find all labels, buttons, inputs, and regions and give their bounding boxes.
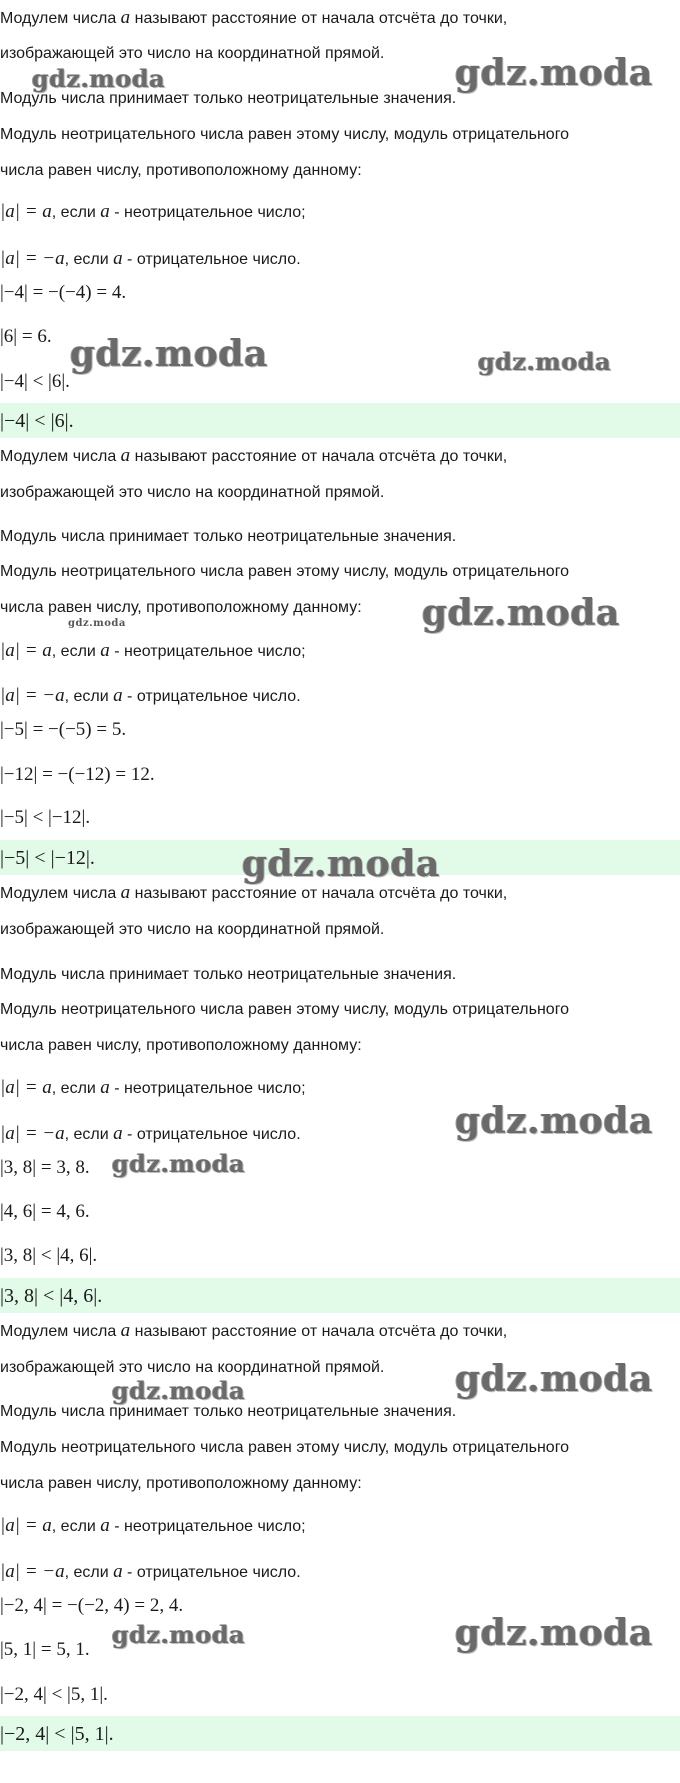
definition-line-2: изображающей это число на координатной прямой.	[0, 921, 385, 938]
watermark: gdz.moda	[455, 52, 653, 94]
definition-line-2: изображающей это число на координатной прямой.	[0, 1359, 385, 1376]
watermark: gdz.moda	[478, 347, 612, 376]
calc-line-1: |−4| = −(−4) = 4.	[0, 282, 127, 303]
rule-negative: |a| = −a, если a - отрицательное число.	[0, 1123, 301, 1144]
compare-line: |−2, 4| < |5, 1|.	[0, 1684, 108, 1705]
definition-line-3: Модуль числа принимает только неотрицательные значения.	[0, 90, 457, 107]
calc-line-2: |6| = 6.	[0, 326, 52, 347]
definition-line-4: Модуль неотрицательного числа равен этому числу, модуль отрицательного	[0, 1001, 570, 1018]
rule-negative: |a| = −a, если a - отрицательное число.	[0, 1561, 301, 1582]
definition-line-1: Модулем числа a называют расстояние от начала отсчёта до точки,	[0, 1320, 508, 1341]
calc-line-2: |−12| = −(−12) = 12.	[0, 764, 155, 785]
calc-line-1: |3, 8| = 3, 8.	[0, 1157, 90, 1178]
definition-line-1: Модулем числа a называют расстояние от начала отсчёта до точки,	[0, 7, 508, 28]
answer-line: |−2, 4| < |5, 1|.	[0, 1723, 114, 1745]
rule-positive: |a| = a, если a - неотрицательное число;	[0, 1515, 306, 1536]
definition-line-4: Модуль неотрицательного числа равен этому числу, модуль отрицательного	[0, 563, 570, 580]
rule-negative: |a| = −a, если a - отрицательное число.	[0, 685, 301, 706]
definition-line-5: числа равен числу, противоположному данному:	[0, 1037, 362, 1054]
answer-highlight	[0, 403, 680, 438]
calc-line-2: |4, 6| = 4, 6.	[0, 1201, 90, 1222]
rule-negative: |a| = −a, если a - отрицательное число.	[0, 248, 301, 269]
compare-line: |−5| < |−12|.	[0, 807, 91, 828]
definition-line-2: изображающей это число на координатной прямой.	[0, 45, 385, 62]
definition-line-4: Модуль неотрицательного числа равен этому числу, модуль отрицательного	[0, 1439, 570, 1456]
watermark: gdz.moda	[68, 618, 126, 629]
definition-line-5: числа равен числу, противоположному данному:	[0, 162, 362, 179]
calc-line-1: |−2, 4| = −(−2, 4) = 2, 4.	[0, 1595, 184, 1616]
definition-line-1: Модулем числа a называют расстояние от начала отсчёта до точки,	[0, 445, 508, 466]
definition-line-3: Модуль числа принимает только неотрицательные значения.	[0, 966, 457, 983]
rule-positive: |a| = a, если a - неотрицательное число;	[0, 640, 306, 661]
definition-line-2: изображающей это число на координатной прямой.	[0, 484, 385, 501]
calc-line-1: |−5| = −(−5) = 5.	[0, 719, 127, 740]
watermark: gdz.moda	[422, 592, 620, 634]
watermark: gdz.moda	[70, 333, 268, 375]
answer-line: |−5| < |−12|.	[0, 847, 95, 869]
definition-line-3: Модуль числа принимает только неотрицательные значения.	[0, 1403, 457, 1420]
answer-line: |3, 8| < |4, 6|.	[0, 1285, 103, 1307]
watermark: gdz.moda	[242, 843, 440, 885]
rule-positive: |a| = a, если a - неотрицательное число;	[0, 1077, 306, 1098]
watermark: gdz.moda	[455, 1358, 653, 1400]
watermark: gdz.moda	[112, 1620, 246, 1649]
watermark: gdz.moda	[112, 1149, 246, 1178]
watermark: gdz.moda	[32, 64, 166, 93]
watermark: gdz.moda	[112, 1376, 246, 1405]
watermark: gdz.moda	[455, 1612, 653, 1654]
definition-line-5: числа равен числу, противоположному данному:	[0, 599, 362, 616]
compare-line: |−4| < |6|.	[0, 371, 70, 392]
watermark: gdz.moda	[455, 1100, 653, 1142]
definition-line-1: Модулем числа a называют расстояние от начала отсчёта до точки,	[0, 882, 508, 903]
definition-line-5: числа равен числу, противоположному данному:	[0, 1475, 362, 1492]
definition-line-4: Модуль неотрицательного числа равен этому числу, модуль отрицательного	[0, 126, 570, 143]
compare-line: |3, 8| < |4, 6|.	[0, 1245, 98, 1266]
calc-line-2: |5, 1| = 5, 1.	[0, 1639, 90, 1660]
answer-line: |−4| < |6|.	[0, 410, 74, 432]
definition-line-3: Модуль числа принимает только неотрицательные значения.	[0, 528, 457, 545]
rule-positive: |a| = a, если a - неотрицательное число;	[0, 201, 306, 222]
